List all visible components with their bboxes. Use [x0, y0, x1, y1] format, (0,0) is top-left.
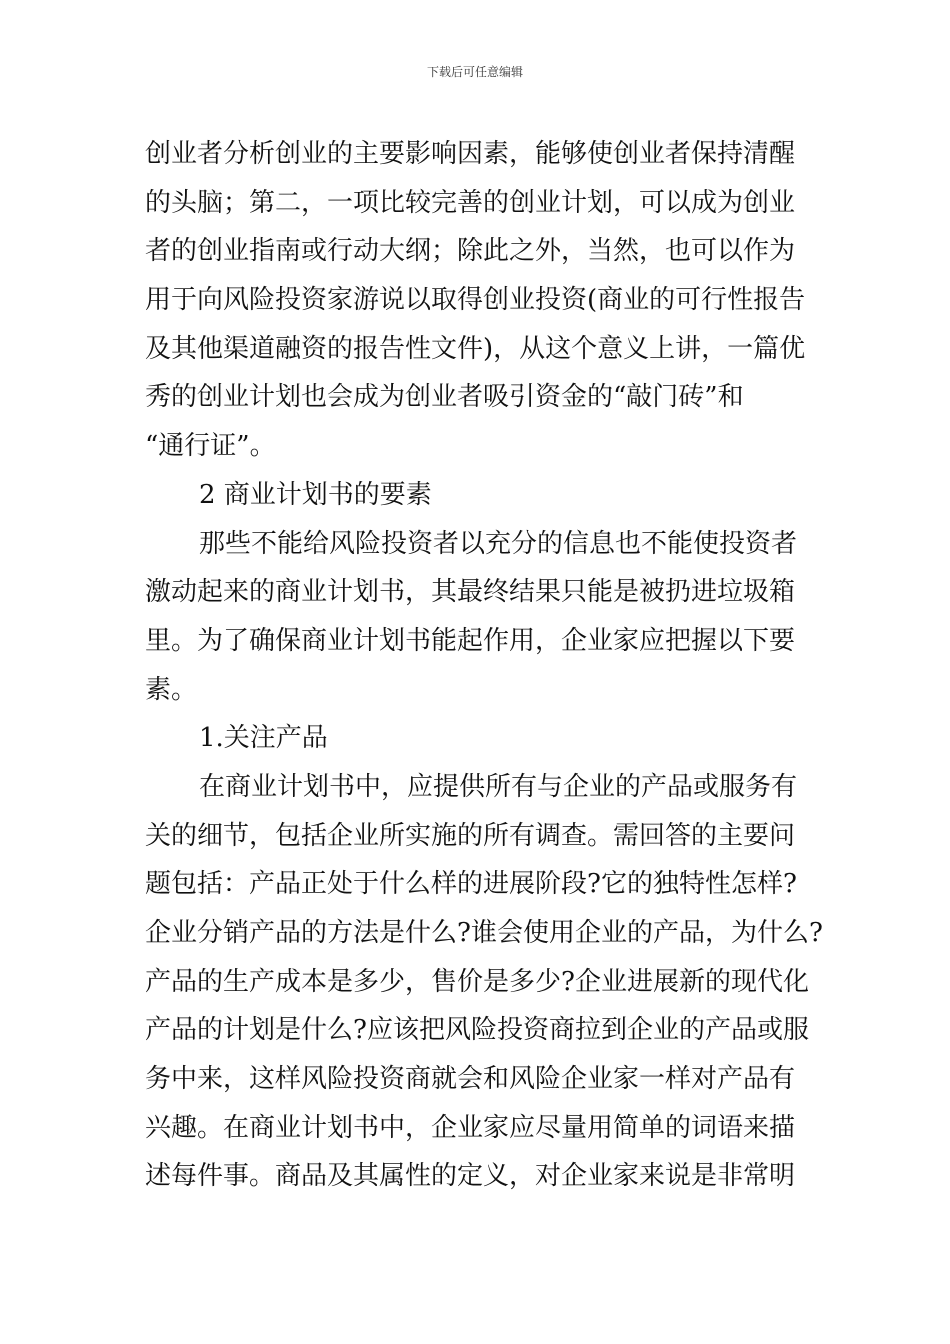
text-line: 的头脑；第二，一项比较完善的创业计划，可以成为创业: [145, 187, 796, 218]
text-line: 秀的创业计划也会成为创业者吸引资金的“敲门砖”和: [145, 382, 744, 413]
text-line: 企业分销产品的方法是什么?谁会使用企业的产品，为什么?: [145, 918, 823, 948]
text-line: 务中来，这样风险投资商就会和风险企业家一样对产品有: [145, 1064, 796, 1095]
text-line: 关的细节，包括企业所实施的所有调查。需回答的主要问: [145, 820, 796, 851]
subsection-heading: 1.关注产品: [199, 723, 328, 754]
text-line: 激动起来的商业计划书，其最终结果只能是被扔进垃圾箱: [145, 577, 796, 608]
text-line: 产品的生产成本是多少，售价是多少?企业进展新的现代化: [145, 966, 809, 997]
text-line: 述每件事。商品及其属性的定义，对企业家来说是非常明: [145, 1161, 796, 1192]
section-heading: 2 商业计划书的要素: [199, 479, 432, 510]
text-line: 创业者分析创业的主要影响因素，能够使创业者保持清醒: [145, 139, 796, 169]
page-header-note: 下载后可任意编辑: [426, 65, 523, 79]
text-line: 里。为了确保商业计划书能起作用，企业家应把握以下要: [145, 625, 796, 656]
text-line: 及其他渠道融资的报告性文件)，从这个意义上讲，一篇优: [145, 333, 806, 364]
document-body: [145, 130, 823, 1201]
text-line: 用于向风险投资家游说以取得创业投资(商业的可行性报告: [145, 285, 806, 316]
text-line: 素。: [145, 674, 198, 705]
text-line: “通行证”。: [145, 431, 276, 462]
paragraph-start-line: 在商业计划书中，应提供所有与企业的产品或服务有: [199, 771, 798, 802]
text-line: 产品的计划是什么?应该把风险投资商拉到企业的产品或服: [145, 1015, 809, 1046]
text-line: 者的创业指南或行动大纲；除此之外，当然，也可以作为: [145, 236, 796, 267]
paragraph-start-line: 那些不能给风险投资者以充分的信息也不能使投资者: [199, 528, 798, 559]
text-line: 题包括：产品正处于什么样的进展阶段?它的独特性怎样?: [145, 869, 797, 900]
text-line: 兴趣。在商业计划书中，企业家应尽量用简单的词语来描: [145, 1112, 796, 1143]
